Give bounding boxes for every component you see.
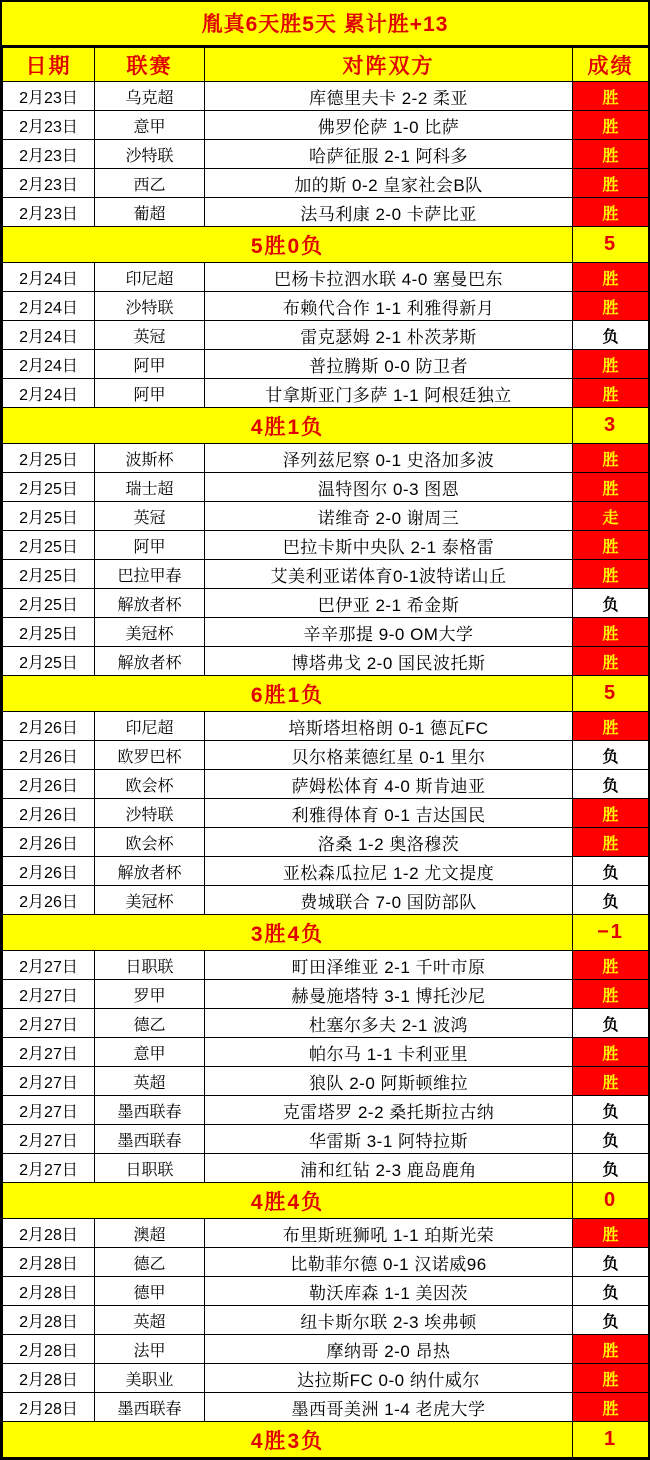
cell-result: 胜	[573, 712, 649, 741]
cell-league: 美冠杯	[95, 886, 205, 915]
cell-result: 胜	[573, 169, 649, 198]
cell-date: 2月24日	[3, 292, 95, 321]
cell-match: 佛罗伦萨 1-0 比萨	[205, 111, 573, 140]
cell-result: 负	[573, 1009, 649, 1038]
cell-league: 欧罗巴杯	[95, 741, 205, 770]
cell-date: 2月23日	[3, 140, 95, 169]
results-table	[2, 47, 649, 1458]
cell-league: 印尼超	[95, 263, 205, 292]
cell-date: 2月25日	[3, 618, 95, 647]
cell-date: 2月28日	[3, 1248, 95, 1277]
table-row	[3, 712, 649, 741]
cell-result: 负	[573, 1306, 649, 1335]
cell-match: 辛辛那提 9-0 OM大学	[205, 618, 573, 647]
group-summary-score: 5	[573, 227, 649, 263]
cell-league: 德甲	[95, 1277, 205, 1306]
cell-match: 贝尔格莱德红星 0-1 里尔	[205, 741, 573, 770]
cell-result: 胜	[573, 560, 649, 589]
table-row	[3, 741, 649, 770]
group-summary-score: 5	[573, 676, 649, 712]
cell-league: 解放者杯	[95, 589, 205, 618]
cell-result: 负	[573, 1096, 649, 1125]
cell-result: 走	[573, 502, 649, 531]
cell-date: 2月26日	[3, 886, 95, 915]
cell-result: 胜	[573, 473, 649, 502]
cell-result: 负	[573, 321, 649, 350]
table-row	[3, 1248, 649, 1277]
cell-result: 胜	[573, 350, 649, 379]
group-summary-label: 5胜0负	[3, 227, 573, 263]
cell-result: 胜	[573, 140, 649, 169]
cell-date: 2月27日	[3, 1067, 95, 1096]
table-row	[3, 1009, 649, 1038]
cell-result: 胜	[573, 951, 649, 980]
cell-date: 2月27日	[3, 1038, 95, 1067]
group-summary-row	[3, 408, 649, 444]
cell-date: 2月26日	[3, 857, 95, 886]
cell-match: 杜塞尔多夫 2-1 波鸿	[205, 1009, 573, 1038]
cell-league: 英冠	[95, 321, 205, 350]
cell-result: 胜	[573, 799, 649, 828]
group-summary-label: 4胜1负	[3, 408, 573, 444]
cell-league: 阿甲	[95, 350, 205, 379]
cell-match: 巴杨卡拉泗水联 4-0 塞曼巴东	[205, 263, 573, 292]
cell-date: 2月27日	[3, 951, 95, 980]
cell-league: 葡超	[95, 198, 205, 227]
table-row	[3, 1038, 649, 1067]
cell-match: 利雅得体育 0-1 吉达国民	[205, 799, 573, 828]
cell-match: 博塔弗戈 2-0 国民波托斯	[205, 647, 573, 676]
table-row	[3, 350, 649, 379]
group-summary-label: 3胜4负	[3, 915, 573, 951]
cell-match: 纽卡斯尔联 2-3 埃弗顿	[205, 1306, 573, 1335]
cell-league: 澳超	[95, 1219, 205, 1248]
cell-date: 2月28日	[3, 1277, 95, 1306]
cell-result: 胜	[573, 980, 649, 1009]
cell-result: 胜	[573, 198, 649, 227]
cell-match: 巴伊亚 2-1 希金斯	[205, 589, 573, 618]
cell-league: 英超	[95, 1067, 205, 1096]
cell-match: 洛桑 1-2 奥洛穆茨	[205, 828, 573, 857]
table-row	[3, 1306, 649, 1335]
cell-date: 2月27日	[3, 1125, 95, 1154]
cell-match: 墨西哥美洲 1-4 老虎大学	[205, 1393, 573, 1422]
page-title: 胤真6天胜5天 累计胜+13	[2, 2, 648, 47]
cell-league: 墨西联春	[95, 1393, 205, 1422]
group-summary-label: 4胜4负	[3, 1183, 573, 1219]
cell-league: 日职联	[95, 951, 205, 980]
cell-match: 摩纳哥 2-0 昂热	[205, 1335, 573, 1364]
cell-league: 日职联	[95, 1154, 205, 1183]
cell-date: 2月25日	[3, 444, 95, 473]
header-date: 日期	[3, 48, 95, 82]
table-row	[3, 1125, 649, 1154]
group-summary-label: 6胜1负	[3, 676, 573, 712]
group-summary-row	[3, 676, 649, 712]
group-summary-row	[3, 1422, 649, 1458]
cell-result: 胜	[573, 82, 649, 111]
cell-result: 胜	[573, 1393, 649, 1422]
cell-league: 巴拉甲春	[95, 560, 205, 589]
cell-league: 墨西联春	[95, 1125, 205, 1154]
cell-league: 英冠	[95, 502, 205, 531]
cell-date: 2月28日	[3, 1306, 95, 1335]
cell-match: 费城联合 7-0 国防部队	[205, 886, 573, 915]
table-row	[3, 589, 649, 618]
header-result: 成绩	[573, 48, 649, 82]
table-row	[3, 951, 649, 980]
cell-date: 2月23日	[3, 111, 95, 140]
cell-match: 库德里夫卡 2-2 柔亚	[205, 82, 573, 111]
cell-date: 2月25日	[3, 647, 95, 676]
table-row	[3, 1219, 649, 1248]
cell-result: 负	[573, 857, 649, 886]
cell-league: 欧会杯	[95, 770, 205, 799]
table-row	[3, 886, 649, 915]
table-row	[3, 502, 649, 531]
cell-date: 2月27日	[3, 1096, 95, 1125]
table-row	[3, 799, 649, 828]
cell-result: 胜	[573, 618, 649, 647]
table-header-row	[3, 48, 649, 82]
cell-match: 达拉斯FC 0-0 纳什威尔	[205, 1364, 573, 1393]
cell-date: 2月26日	[3, 712, 95, 741]
table-row	[3, 111, 649, 140]
cell-match: 町田泽维亚 2-1 千叶市原	[205, 951, 573, 980]
cell-date: 2月25日	[3, 560, 95, 589]
cell-date: 2月24日	[3, 321, 95, 350]
cell-result: 负	[573, 770, 649, 799]
cell-date: 2月27日	[3, 980, 95, 1009]
group-summary-score: −1	[573, 915, 649, 951]
table-row	[3, 82, 649, 111]
cell-result: 胜	[573, 828, 649, 857]
cell-league: 阿甲	[95, 531, 205, 560]
table-row	[3, 169, 649, 198]
cell-league: 波斯杯	[95, 444, 205, 473]
cell-result: 胜	[573, 1335, 649, 1364]
group-summary-score: 0	[573, 1183, 649, 1219]
cell-match: 普拉腾斯 0-0 防卫者	[205, 350, 573, 379]
cell-match: 比勒菲尔德 0-1 汉诺威96	[205, 1248, 573, 1277]
table-row	[3, 263, 649, 292]
cell-date: 2月25日	[3, 589, 95, 618]
cell-league: 解放者杯	[95, 647, 205, 676]
cell-date: 2月26日	[3, 770, 95, 799]
cell-date: 2月25日	[3, 473, 95, 502]
cell-date: 2月23日	[3, 198, 95, 227]
cell-result: 胜	[573, 292, 649, 321]
cell-match: 赫曼施塔特 3-1 博托沙尼	[205, 980, 573, 1009]
cell-match: 巴拉卡斯中央队 2-1 泰格雷	[205, 531, 573, 560]
cell-match: 加的斯 0-2 皇家社会B队	[205, 169, 573, 198]
cell-date: 2月24日	[3, 263, 95, 292]
cell-date: 2月25日	[3, 531, 95, 560]
table-row	[3, 292, 649, 321]
header-league: 联赛	[95, 48, 205, 82]
table-row	[3, 857, 649, 886]
cell-match: 狼队 2-0 阿斯顿维拉	[205, 1067, 573, 1096]
cell-league: 沙特联	[95, 140, 205, 169]
cell-result: 负	[573, 1277, 649, 1306]
cell-league: 德乙	[95, 1009, 205, 1038]
cell-match: 克雷塔罗 2-2 桑托斯拉古纳	[205, 1096, 573, 1125]
cell-league: 解放者杯	[95, 857, 205, 886]
cell-result: 负	[573, 589, 649, 618]
table-row	[3, 1067, 649, 1096]
cell-date: 2月26日	[3, 828, 95, 857]
cell-date: 2月28日	[3, 1219, 95, 1248]
cell-date: 2月25日	[3, 502, 95, 531]
cell-match: 萨姆松体育 4-0 斯肯迪亚	[205, 770, 573, 799]
cell-league: 沙特联	[95, 799, 205, 828]
cell-league: 罗甲	[95, 980, 205, 1009]
cell-result: 胜	[573, 1038, 649, 1067]
cell-match: 雷克瑟姆 2-1 朴茨茅斯	[205, 321, 573, 350]
table-row	[3, 1335, 649, 1364]
cell-result: 胜	[573, 111, 649, 140]
cell-league: 墨西联春	[95, 1096, 205, 1125]
cell-date: 2月28日	[3, 1335, 95, 1364]
cell-date: 2月28日	[3, 1393, 95, 1422]
cell-league: 德乙	[95, 1248, 205, 1277]
cell-match: 诺维奇 2-0 谢周三	[205, 502, 573, 531]
cell-date: 2月24日	[3, 350, 95, 379]
cell-date: 2月26日	[3, 799, 95, 828]
cell-result: 胜	[573, 379, 649, 408]
header-match: 对阵双方	[205, 48, 573, 82]
table-row	[3, 560, 649, 589]
cell-result: 胜	[573, 1219, 649, 1248]
group-summary-row	[3, 915, 649, 951]
cell-result: 胜	[573, 263, 649, 292]
cell-match: 布里斯班狮吼 1-1 珀斯光荣	[205, 1219, 573, 1248]
table-row	[3, 321, 649, 350]
cell-date: 2月23日	[3, 82, 95, 111]
cell-league: 西乙	[95, 169, 205, 198]
cell-league: 意甲	[95, 1038, 205, 1067]
cell-result: 胜	[573, 444, 649, 473]
cell-match: 浦和红钻 2-3 鹿岛鹿角	[205, 1154, 573, 1183]
cell-league: 法甲	[95, 1335, 205, 1364]
cell-match: 法马利康 2-0 卡萨比亚	[205, 198, 573, 227]
group-summary-score: 3	[573, 408, 649, 444]
cell-match: 甘拿斯亚门多萨 1-1 阿根廷独立	[205, 379, 573, 408]
cell-match: 哈萨征服 2-1 阿科多	[205, 140, 573, 169]
cell-league: 印尼超	[95, 712, 205, 741]
cell-date: 2月26日	[3, 741, 95, 770]
cell-date: 2月23日	[3, 169, 95, 198]
table-row	[3, 770, 649, 799]
cell-league: 乌克超	[95, 82, 205, 111]
table-row	[3, 473, 649, 502]
cell-match: 泽列兹尼察 0-1 史洛加多波	[205, 444, 573, 473]
cell-result: 负	[573, 741, 649, 770]
cell-league: 意甲	[95, 111, 205, 140]
table-row	[3, 618, 649, 647]
cell-date: 2月28日	[3, 1364, 95, 1393]
cell-match: 亚松森瓜拉尼 1-2 尤文提度	[205, 857, 573, 886]
cell-league: 美职业	[95, 1364, 205, 1393]
table-row	[3, 444, 649, 473]
cell-league: 阿甲	[95, 379, 205, 408]
cell-match: 华雷斯 3-1 阿特拉斯	[205, 1125, 573, 1154]
table-row	[3, 1154, 649, 1183]
cell-result: 负	[573, 1154, 649, 1183]
cell-result: 胜	[573, 647, 649, 676]
cell-date: 2月27日	[3, 1154, 95, 1183]
group-summary-score: 1	[573, 1422, 649, 1458]
cell-match: 布赖代合作 1-1 利雅得新月	[205, 292, 573, 321]
table-row	[3, 1364, 649, 1393]
cell-result: 负	[573, 886, 649, 915]
table-row	[3, 1393, 649, 1422]
table-row	[3, 1277, 649, 1306]
cell-league: 瑞士超	[95, 473, 205, 502]
cell-league: 沙特联	[95, 292, 205, 321]
table-row	[3, 198, 649, 227]
table-row	[3, 647, 649, 676]
table-row	[3, 379, 649, 408]
table-row	[3, 531, 649, 560]
cell-match: 艾美利亚诺体育0-1波特诺山丘	[205, 560, 573, 589]
table-row	[3, 1096, 649, 1125]
cell-match: 温特图尔 0-3 图恩	[205, 473, 573, 502]
cell-league: 英超	[95, 1306, 205, 1335]
cell-result: 负	[573, 1125, 649, 1154]
cell-result: 胜	[573, 531, 649, 560]
table-row	[3, 140, 649, 169]
cell-date: 2月27日	[3, 1009, 95, 1038]
group-summary-row	[3, 227, 649, 263]
cell-date: 2月24日	[3, 379, 95, 408]
table-row	[3, 828, 649, 857]
group-summary-label: 4胜3负	[3, 1422, 573, 1458]
cell-result: 胜	[573, 1067, 649, 1096]
cell-result: 胜	[573, 1364, 649, 1393]
cell-match: 帕尔马 1-1 卡利亚里	[205, 1038, 573, 1067]
cell-match: 培斯塔坦格朗 0-1 德瓦FC	[205, 712, 573, 741]
cell-result: 负	[573, 1248, 649, 1277]
table-row	[3, 980, 649, 1009]
cell-league: 美冠杯	[95, 618, 205, 647]
cell-match: 勒沃库森 1-1 美因茨	[205, 1277, 573, 1306]
group-summary-row	[3, 1183, 649, 1219]
cell-league: 欧会杯	[95, 828, 205, 857]
